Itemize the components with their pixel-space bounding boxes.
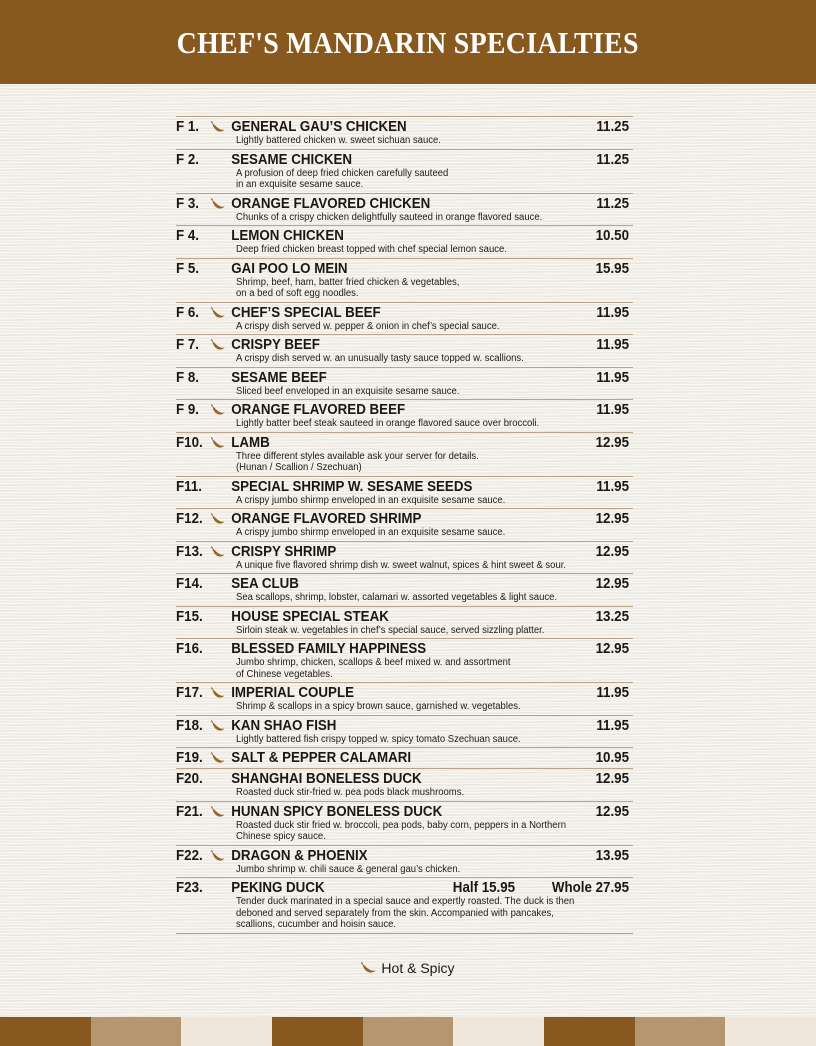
item-description: Jumbo shrimp w. chili sauce & general gau’s chicken. xyxy=(236,863,461,875)
pepper-icon xyxy=(211,339,231,351)
item-half-price: Half 15.95 xyxy=(452,880,516,896)
menu-item-row xyxy=(176,750,629,766)
item-code: F 1. xyxy=(176,119,199,135)
item-description: A crispy jumbo shirmp enveloped in an exquisite sesame sauce. xyxy=(236,527,506,538)
item-name: ORANGE FLAVORED CHICKEN xyxy=(231,195,431,212)
item-price: 11.25 xyxy=(596,151,630,168)
footer-stripe xyxy=(725,1017,816,1046)
item-price: 12.95 xyxy=(595,641,630,657)
item-code: F18. xyxy=(176,717,203,734)
menu-item xyxy=(176,769,633,802)
item-description: Lightly battered fish crispy topped w. spicy tomato Szechuan sauce. xyxy=(236,733,521,745)
item-code: F 4. xyxy=(176,228,199,244)
item-code: F20. xyxy=(176,771,203,787)
item-price: Whole 27.95 xyxy=(551,880,630,896)
item-description: Roasted duck stir fried w. broccoli, pea pods, baby corn, peppers in a Northern Chinese spicy sauce. xyxy=(236,819,567,842)
item-name: LEMON CHICKEN xyxy=(231,228,344,244)
item-description: Jumbo shrimp, chicken, scallops & beef mixed w. and assortment of Chinese vegetables. xyxy=(236,657,511,680)
menu-item-row xyxy=(176,261,629,277)
menu-item xyxy=(176,509,633,542)
menu-item-row xyxy=(176,479,629,495)
item-price: 10.95 xyxy=(595,750,630,766)
item-price: 12.95 xyxy=(595,511,630,527)
item-name: LAMB xyxy=(231,434,270,451)
footer-stripe xyxy=(544,1017,635,1046)
footer-stripe xyxy=(453,1017,544,1046)
menu-item-row xyxy=(176,152,629,168)
item-name: SESAME CHICKEN xyxy=(231,151,353,168)
menu-item xyxy=(176,335,633,368)
page-title: CHEF'S MANDARIN SPECIALTIES xyxy=(176,25,640,60)
item-name: SHANGHAI BONELESS DUCK xyxy=(231,771,422,787)
item-description: Chunks of a crispy chicken delightfully sauteed in orange flavored sauce. xyxy=(236,211,543,223)
menu-item xyxy=(176,117,633,150)
menu-item-row xyxy=(176,511,629,527)
item-name: CRISPY SHRIMP xyxy=(231,543,337,560)
item-name: SEA CLUB xyxy=(231,576,299,592)
item-name: PEKING DUCK xyxy=(231,880,325,896)
menu-item-row xyxy=(176,402,629,418)
item-code: F22. xyxy=(176,847,203,864)
item-price: 11.25 xyxy=(596,195,630,212)
item-code: F15. xyxy=(176,608,203,625)
menu-item xyxy=(176,400,633,433)
item-price: 11.95 xyxy=(596,369,630,386)
item-code: F16. xyxy=(176,641,203,657)
legend-label: Hot & Spicy xyxy=(381,960,455,976)
item-description: Sirloin steak w. vegetables in chef’s special sauce, served sizzling platter. xyxy=(236,624,545,636)
item-code: F 8. xyxy=(176,369,199,386)
pepper-icon xyxy=(211,307,231,319)
menu-item xyxy=(176,259,633,303)
pepper-icon xyxy=(361,962,381,974)
pepper-icon xyxy=(211,513,231,525)
pepper-icon xyxy=(211,752,231,764)
item-price: 11.25 xyxy=(596,119,630,135)
menu-item xyxy=(176,226,633,259)
item-description: Lightly batter beef steak sauteed in orange flavored sauce over broccoli. xyxy=(236,418,540,429)
item-name: KAN SHAO FISH xyxy=(231,717,337,734)
menu-item xyxy=(176,607,633,640)
item-price: 12.95 xyxy=(595,803,630,820)
footer-stripe xyxy=(0,1017,91,1046)
pepper-icon xyxy=(211,806,231,818)
item-code: F 6. xyxy=(176,304,199,321)
item-code: F13. xyxy=(176,543,203,560)
item-description: Roasted duck stir-fried w. pea pods black mushrooms. xyxy=(236,787,465,798)
item-price: 11.95 xyxy=(596,478,630,495)
menu-item-row xyxy=(176,576,629,592)
item-price: 12.95 xyxy=(595,543,630,560)
item-name: GAI POO LO MEIN xyxy=(231,260,348,277)
footer-stripes xyxy=(0,1017,816,1046)
item-description: Deep fried chicken breast topped with chef special lemon sauce. xyxy=(236,244,507,255)
footer-stripe xyxy=(181,1017,272,1046)
item-name: SALT & PEPPER CALAMARI xyxy=(231,750,412,766)
menu-item-row xyxy=(176,370,629,386)
item-code: F23. xyxy=(176,880,203,896)
menu-item xyxy=(176,542,633,575)
item-name: HUNAN SPICY BONELESS DUCK xyxy=(231,803,443,820)
item-description: A crispy jumbo shirmp enveloped in an exquisite sesame sauce. xyxy=(236,494,506,506)
menu-item xyxy=(176,477,633,510)
item-code: F14. xyxy=(176,576,203,592)
menu-item xyxy=(176,683,633,716)
menu-item-row xyxy=(176,544,629,560)
menu-item xyxy=(176,639,633,683)
footer-stripe xyxy=(635,1017,726,1046)
menu-item-row xyxy=(176,228,629,244)
item-price: 11.95 xyxy=(596,304,630,321)
item-price: 12.95 xyxy=(595,576,630,592)
item-price: 15.95 xyxy=(595,260,630,277)
item-code: F 3. xyxy=(176,195,199,212)
pepper-icon xyxy=(211,404,231,416)
menu-item-row xyxy=(176,880,629,896)
item-description: A unique five flavored shrimp dish w. sweet walnut, spices & hint sweet & sour. xyxy=(236,559,567,571)
footer-stripe xyxy=(272,1017,363,1046)
item-code: F11. xyxy=(176,478,202,495)
menu-item-row xyxy=(176,848,629,864)
menu-item-row xyxy=(176,305,629,321)
menu-item-row xyxy=(176,641,629,657)
item-description: Tender duck marinated in a special sauce and expertly roasted. The duck is then deboned and served separately from the skin. Accompanied with pancakes, scallions, cucumber and hoisin sauce. xyxy=(236,896,575,930)
menu-item-row xyxy=(176,718,629,734)
item-code: F 2. xyxy=(176,151,199,168)
menu-item xyxy=(176,748,633,769)
menu-item xyxy=(176,716,633,749)
legend xyxy=(0,960,816,976)
menu-list xyxy=(176,116,633,934)
item-description: Shrimp, beef, ham, batter fried chicken & vegetables, on a bed of soft egg noodles. xyxy=(236,276,460,299)
menu-item xyxy=(176,802,633,846)
item-price: 11.95 xyxy=(596,685,630,701)
pepper-icon xyxy=(211,546,231,558)
item-code: F17. xyxy=(176,685,203,701)
menu-item-row xyxy=(176,771,629,787)
menu-item xyxy=(176,194,633,227)
item-description: Three different styles available ask your server for details. (Hunan / Scallion / Szechuan) xyxy=(236,450,479,473)
item-code: F 7. xyxy=(176,337,199,353)
menu-item-row xyxy=(176,609,629,625)
item-price: 11.95 xyxy=(596,337,630,353)
footer-stripe xyxy=(363,1017,454,1046)
pepper-icon xyxy=(211,687,231,699)
item-price: 11.95 xyxy=(596,402,630,418)
item-code: F21. xyxy=(176,803,203,820)
menu-item-row xyxy=(176,435,629,451)
item-price: 11.95 xyxy=(596,717,630,734)
item-description: Shrimp & scallops in a spicy brown sauce, garnished w. vegetables. xyxy=(236,701,521,712)
item-name: HOUSE SPECIAL STEAK xyxy=(231,608,389,625)
item-description: A crispy dish served w. pepper & onion in chef’s special sauce. xyxy=(236,320,500,332)
item-name: ORANGE FLAVORED BEEF xyxy=(231,402,406,418)
pepper-icon xyxy=(211,121,231,133)
item-description: Sliced beef enveloped in an exquisite sesame sauce. xyxy=(236,385,460,397)
item-description: A profusion of deep fried chicken carefully sauteed in an exquisite sesame sauce. xyxy=(236,167,449,190)
item-code: F 5. xyxy=(176,260,199,277)
menu-item-row xyxy=(176,804,629,820)
item-price: 12.95 xyxy=(595,771,630,787)
item-name: CRISPY BEEF xyxy=(231,337,320,353)
item-name: CHEF’S SPECIAL BEEF xyxy=(231,304,381,321)
item-description: Sea scallops, shrimp, lobster, calamari w. assorted vegetables & light sauce. xyxy=(236,592,558,603)
menu-item-row xyxy=(176,685,629,701)
item-name: DRAGON & PHOENIX xyxy=(231,847,368,864)
item-description: A crispy dish served w. an unusually tasty sauce topped w. scallions. xyxy=(236,353,524,364)
item-name: SESAME BEEF xyxy=(231,369,327,386)
item-name: SPECIAL SHRIMP W. SESAME SEEDS xyxy=(231,478,473,495)
menu-item xyxy=(176,574,633,607)
item-price: 13.25 xyxy=(595,608,630,625)
item-price: 10.50 xyxy=(595,228,630,244)
item-code: F 9. xyxy=(176,402,199,418)
menu-item xyxy=(176,303,633,336)
item-name: GENERAL GAU’S CHICKEN xyxy=(231,119,407,135)
pepper-icon xyxy=(211,850,231,862)
item-price: 12.95 xyxy=(595,434,630,451)
menu-item-row xyxy=(176,196,629,212)
pepper-icon xyxy=(211,720,231,732)
item-price: 13.95 xyxy=(595,847,630,864)
pepper-icon xyxy=(211,437,231,449)
menu-item xyxy=(176,150,633,194)
item-name: BLESSED FAMILY HAPPINESS xyxy=(231,641,427,657)
menu-item xyxy=(176,878,633,934)
item-name: ORANGE FLAVORED SHRIMP xyxy=(231,511,422,527)
pepper-icon xyxy=(211,198,231,210)
item-name: IMPERIAL COUPLE xyxy=(231,685,354,701)
menu-item xyxy=(176,433,633,477)
item-code: F12. xyxy=(176,511,203,527)
item-code: F19. xyxy=(176,750,203,766)
menu-item-row xyxy=(176,337,629,353)
menu-item-row xyxy=(176,119,629,135)
menu-item xyxy=(176,846,633,879)
header-banner xyxy=(0,0,816,84)
item-code: F10. xyxy=(176,434,203,451)
item-description: Lightly battered chicken w. sweet sichuan sauce. xyxy=(236,135,441,146)
menu-item xyxy=(176,368,633,401)
footer-stripe xyxy=(91,1017,182,1046)
